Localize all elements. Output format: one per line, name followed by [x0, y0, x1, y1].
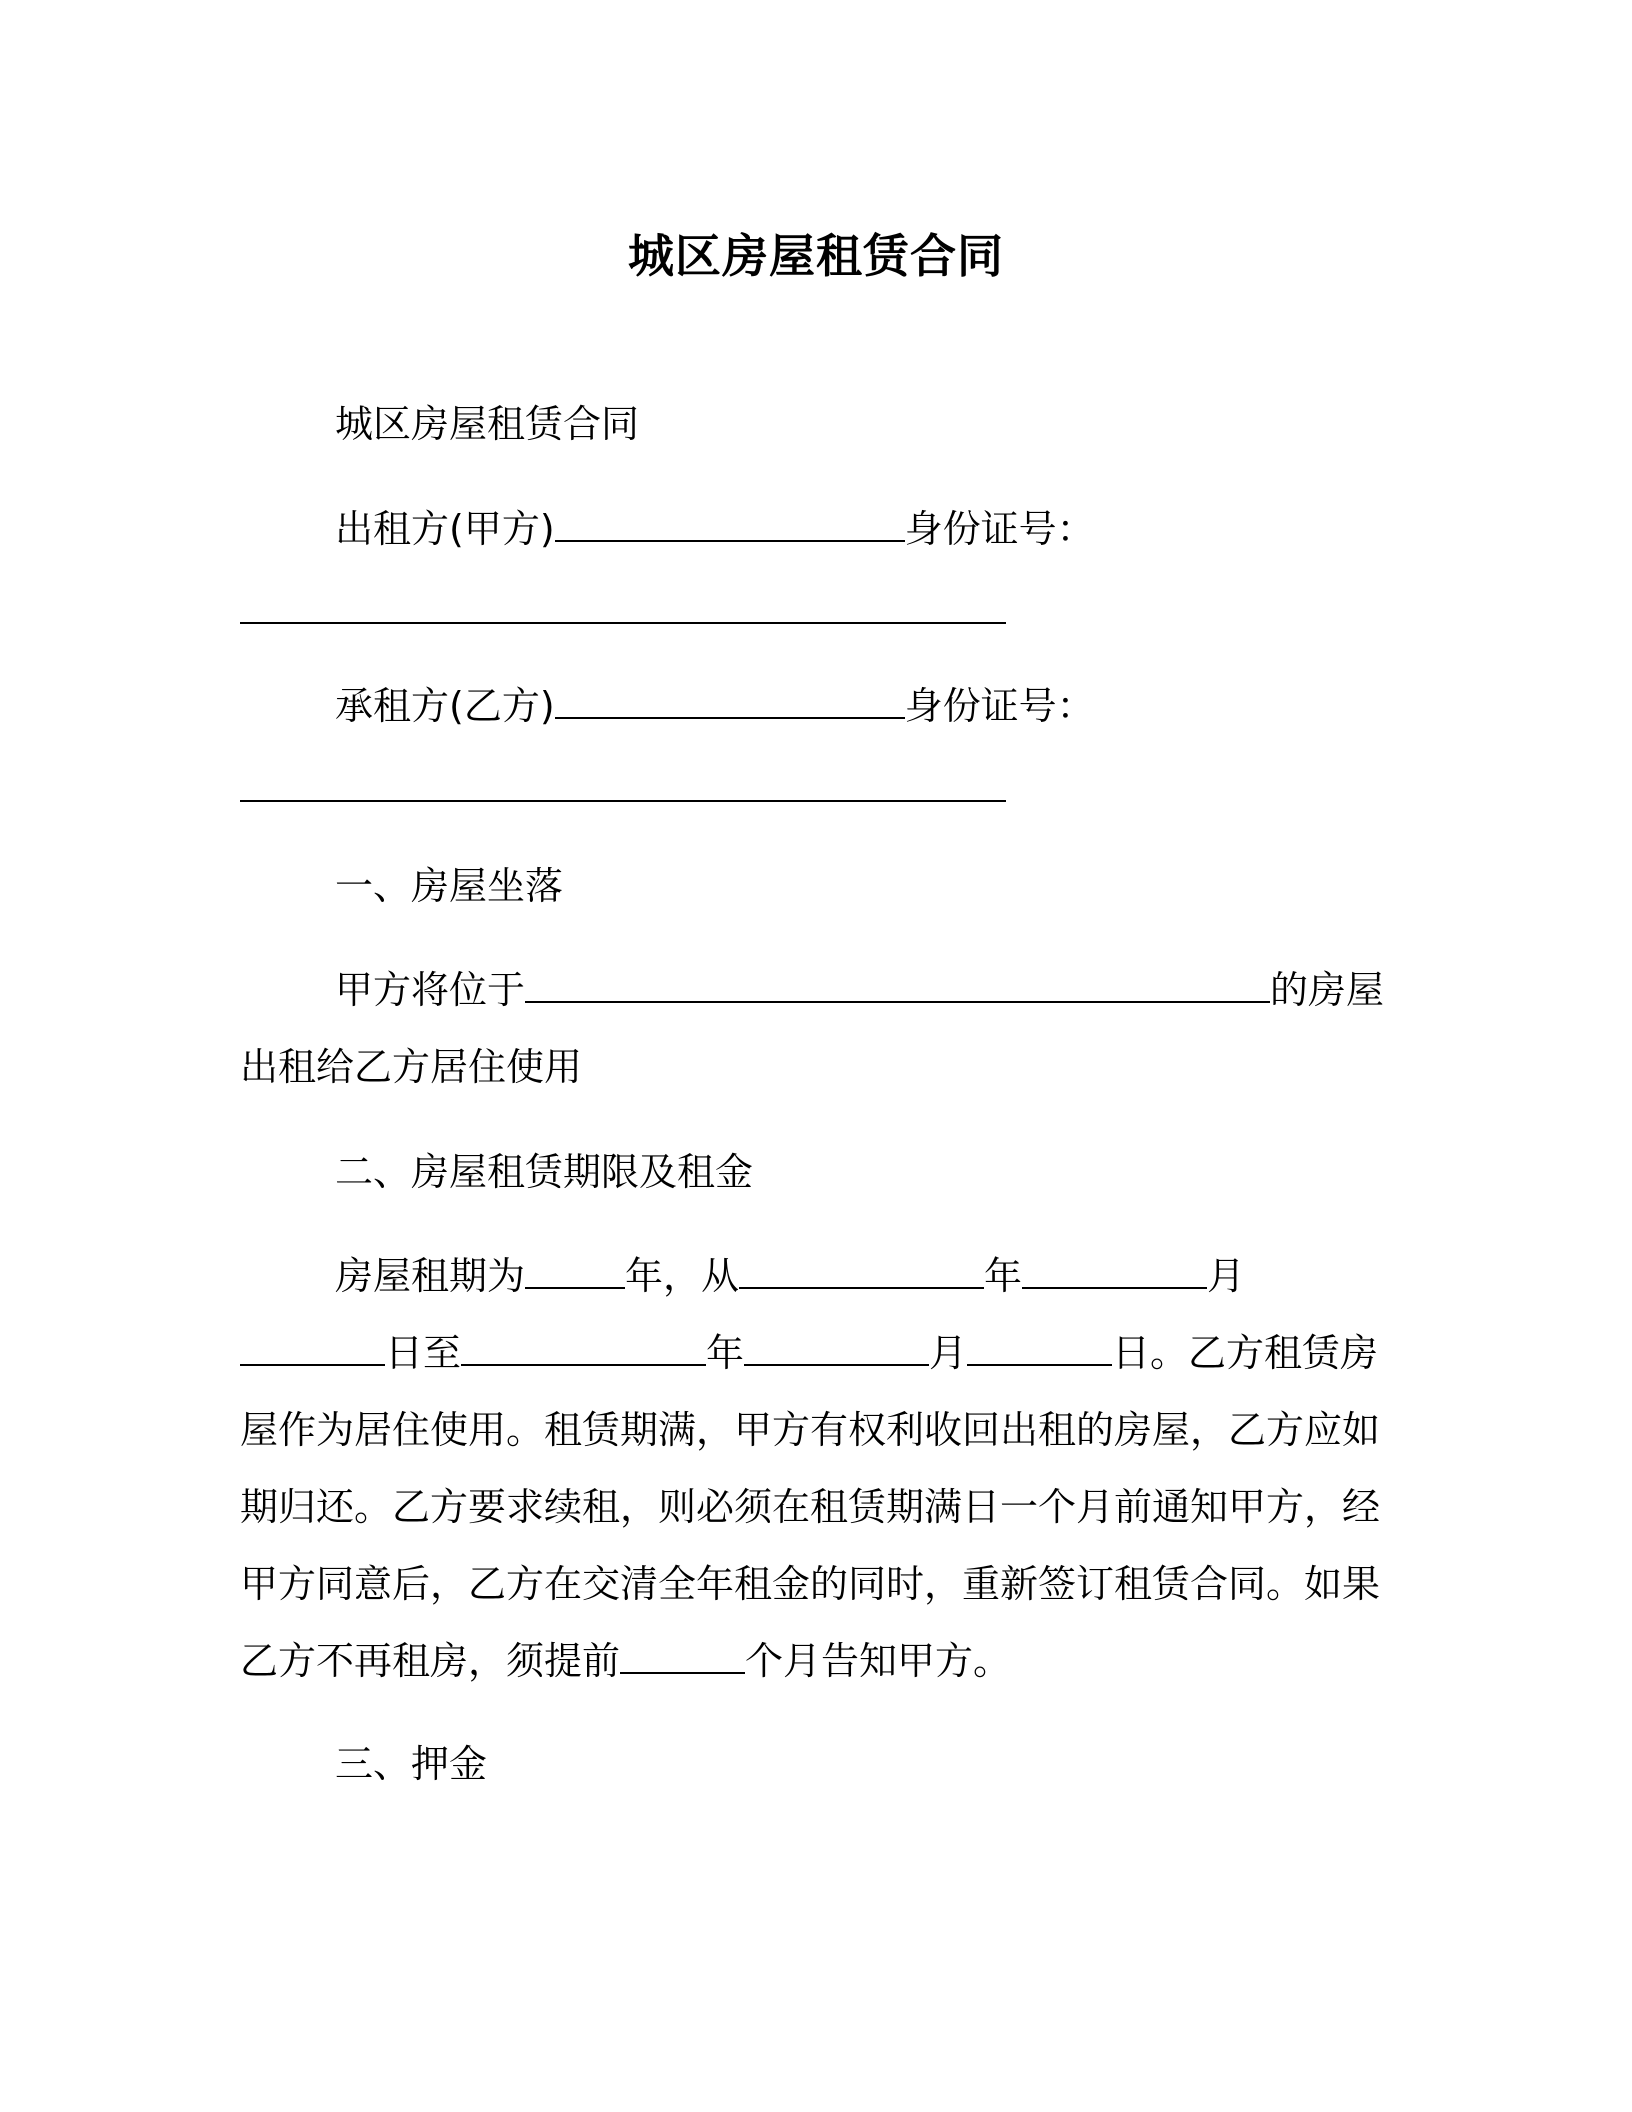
- subtitle: 城区房屋租赁合同: [335, 402, 640, 446]
- lessor-label: 出租方(甲方): [335, 507, 555, 551]
- document-title: 城区房屋租赁合同: [628, 229, 1004, 283]
- end-month-blank[interactable]: [744, 1330, 929, 1366]
- section2-line6: [240, 1635, 1400, 1687]
- section3-heading: 三、押金: [335, 1742, 488, 1786]
- s2-l6-b: 个月告知甲方。: [745, 1639, 1012, 1683]
- lessor-line: [335, 503, 1400, 555]
- section1-line1: [335, 964, 1400, 1016]
- s2-l1-c: 年: [984, 1254, 1023, 1298]
- start-day-blank[interactable]: [240, 1330, 385, 1366]
- lessee-label: 承租方(乙方): [335, 684, 555, 728]
- s2-l6-a: 乙方不再租房，须提前: [240, 1639, 621, 1683]
- end-day-blank[interactable]: [967, 1330, 1112, 1366]
- id-label-1: 身份证号：: [904, 507, 1095, 551]
- lessee-id-blank[interactable]: [240, 800, 1006, 802]
- lessee-line: [335, 680, 1400, 732]
- house-location-blank[interactable]: [525, 967, 1270, 1003]
- s2-l2-c: 月: [929, 1331, 968, 1375]
- lease-years-blank[interactable]: [525, 1253, 625, 1289]
- section1-text-b: 的房屋: [1270, 968, 1385, 1012]
- id-label-2: 身份证号：: [904, 684, 1095, 728]
- s2-l2-d: 日。乙方租赁房: [1112, 1331, 1379, 1375]
- section2-line1: [335, 1250, 1400, 1302]
- section2-line4: 期归还。乙方要求续租，则必须在租赁期满日一个月前通知甲方，经: [240, 1485, 1381, 1529]
- start-month-blank[interactable]: [1022, 1253, 1207, 1289]
- lessor-name-blank[interactable]: [555, 506, 905, 542]
- lessee-name-blank[interactable]: [555, 683, 905, 719]
- section2-heading: 二、房屋租赁期限及租金: [335, 1150, 754, 1194]
- end-year-blank[interactable]: [461, 1330, 706, 1366]
- section2-line5: 甲方同意后，乙方在交清全年租金的同时，重新签订租赁合同。如果: [240, 1562, 1381, 1606]
- section2-line2: [240, 1327, 1400, 1379]
- s2-l1-a: 房屋租期为: [335, 1254, 526, 1298]
- section1-heading: 一、房屋坐落: [335, 864, 564, 908]
- s2-l1-b: 年，从: [625, 1254, 740, 1298]
- s2-l1-d: 月: [1207, 1254, 1246, 1298]
- section2-line3: 屋作为居住使用。租赁期满，甲方有权利收回出租的房屋，乙方应如: [240, 1408, 1381, 1452]
- section1-line2: 出租给乙方居住使用: [240, 1045, 583, 1089]
- s2-l2-b: 年: [706, 1331, 745, 1375]
- lessor-id-blank[interactable]: [240, 622, 1006, 624]
- notice-months-blank[interactable]: [620, 1638, 745, 1674]
- s2-l2-a: 日至: [385, 1331, 462, 1375]
- section1-text-a: 甲方将位于: [335, 968, 526, 1012]
- start-year-blank[interactable]: [739, 1253, 984, 1289]
